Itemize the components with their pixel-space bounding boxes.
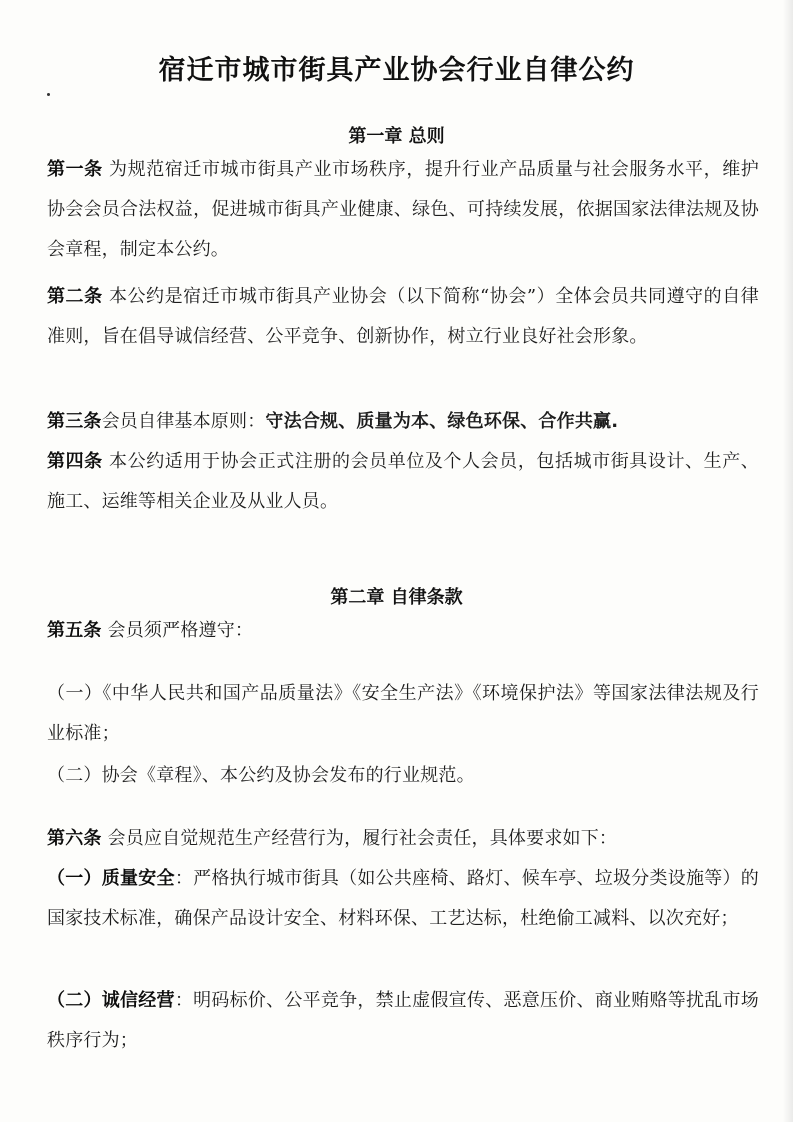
article-5-label: 第五条 bbox=[47, 620, 102, 641]
article-3-text: 会员自律基本原则： bbox=[101, 411, 266, 432]
article-2-text: 本公约是宿迁市城市街具产业协会（以下简称“协会”）全体会员共同遵守的自律准则，旨在倡导诚信经营、公平竞争、创新协作，树立行业良好社会形象。 bbox=[47, 286, 759, 347]
article-2 bbox=[47, 277, 759, 357]
chapter-1-heading: 第一章 总则 bbox=[348, 126, 445, 147]
article-1-label: 第一条 bbox=[47, 159, 103, 180]
article-6-item-2-label: （二）诚信经营 bbox=[47, 990, 175, 1011]
article-1 bbox=[47, 150, 759, 270]
article-5-item-1: （一）《中华人民共和国产品质量法》《安全生产法》《环境保护法》等国家法律法规及行业标准； bbox=[47, 683, 759, 744]
article-6-item-1-text: ：严格执行城市街具（如公共座椅、路灯、候车亭、垃圾分类设施等）的国家技术标准，确保产品设计安全、材料环保、工艺达标，杜绝偷工减料、以次充好； bbox=[47, 868, 759, 929]
article-6-item-1-label: （一）质量安全 bbox=[47, 868, 175, 889]
article-1-text: 为规范宿迁市城市街具产业市场秩序，提升行业产品质量与社会服务水平，维护协会会员合法权益，促进城市街具产业健康、绿色、可持续发展，依据国家法律法规及协会章程，制定本公约。 bbox=[47, 159, 759, 260]
page-edge-shadow bbox=[783, 0, 793, 1122]
article-3-principles: 守法合规、质量为本、绿色环保、合作共赢. bbox=[265, 411, 619, 432]
stray-dot-mark bbox=[47, 93, 50, 96]
article-4-text: 本公约适用于协会正式注册的会员单位及个人会员，包括城市街具设计、生产、施工、运维等相关企业及从业人员。 bbox=[47, 451, 759, 512]
article-3 bbox=[47, 402, 759, 442]
article-6-item-1 bbox=[47, 859, 759, 939]
article-6-item-2 bbox=[47, 981, 759, 1061]
article-6-item-2-text: ：明码标价、公平竞争，禁止虚假宣传、恶意压价、商业贿赂等扰乱市场秩序行为； bbox=[47, 990, 759, 1051]
article-2-label: 第二条 bbox=[47, 286, 103, 307]
article-4 bbox=[47, 442, 759, 522]
article-5-item-2: （二）协会《章程》、本公约及协会发布的行业规范。 bbox=[47, 765, 475, 786]
chapter-2-heading: 第二章 自律条款 bbox=[330, 587, 463, 608]
document-title: 宿迁市城市街具产业协会行业自律公约 bbox=[158, 55, 635, 86]
article-5-text: 会员须严格遵守： bbox=[101, 620, 254, 641]
article-6-label: 第六条 bbox=[47, 828, 102, 849]
article-5 bbox=[47, 611, 759, 651]
article-4-label: 第四条 bbox=[47, 451, 103, 472]
article-3-label: 第三条 bbox=[47, 411, 102, 432]
article-6 bbox=[47, 819, 759, 859]
article-6-text: 会员应自觉规范生产经营行为，履行社会责任，具体要求如下： bbox=[101, 828, 618, 849]
